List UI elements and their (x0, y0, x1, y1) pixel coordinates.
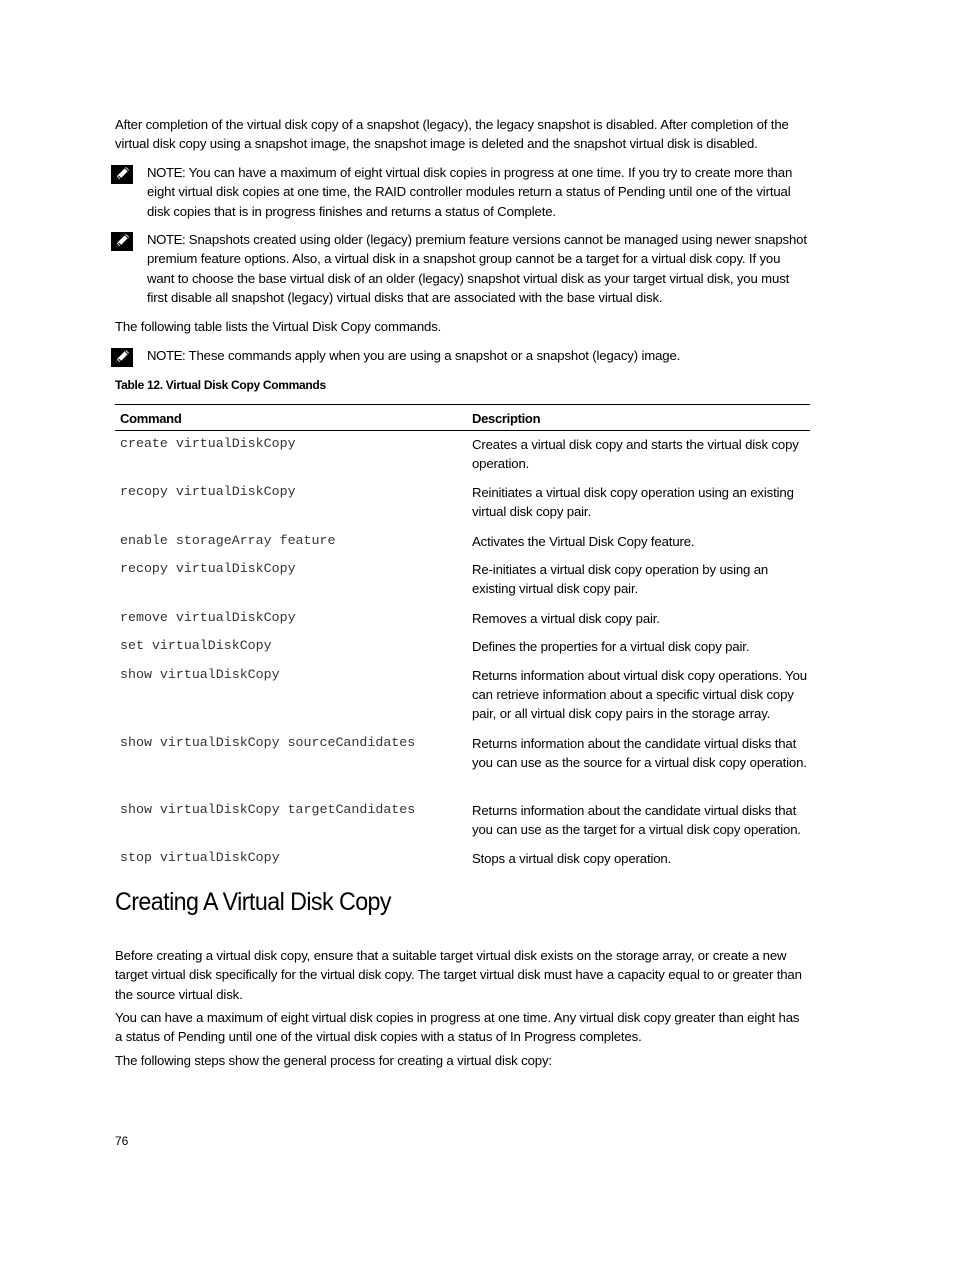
table-row (115, 479, 810, 528)
column-header-description: Description (467, 405, 810, 431)
note-commands-apply (115, 346, 810, 365)
note-label: NOTE: (147, 165, 186, 180)
command-cell: remove virtualDiskCopy (120, 609, 296, 625)
pencil-note-icon (111, 165, 135, 185)
table-row (115, 845, 810, 869)
pencil-note-icon (111, 348, 135, 368)
description-cell: Activates the Virtual Disk Copy feature. (472, 533, 695, 549)
column-header-command: Command (115, 405, 467, 431)
description-cell: Creates a virtual disk copy and starts the virtual disk copy operation. (472, 437, 799, 472)
note-label: NOTE: (147, 348, 186, 363)
pencil-note-icon (111, 232, 135, 252)
section-paragraph: The following steps show the general process for creating a virtual disk copy: (115, 1053, 552, 1068)
description-cell: Returns information about the candidate virtual disks that you can use as the source for a virtual disk copy operation. (472, 735, 807, 770)
description-cell: Defines the properties for a virtual disk copy pair. (472, 638, 750, 654)
command-cell: stop virtualDiskCopy (120, 849, 280, 865)
table-row (115, 528, 810, 556)
note-text: These commands apply when you are using a snapshot or a snapshot (legacy) image. (185, 348, 681, 363)
table-intro-paragraph: The following table lists the Virtual Disk Copy commands. (115, 319, 442, 334)
table-row (115, 431, 810, 479)
note-legacy-snapshots (115, 230, 810, 307)
description-cell: Returns information about the candidate virtual disks that you can use as the target for a virtual disk copy operation. (472, 802, 801, 837)
description-cell: Removes a virtual disk copy pair. (472, 610, 660, 626)
table-row (115, 556, 810, 605)
command-cell: show virtualDiskCopy sourceCandidates (120, 734, 416, 750)
table-caption: Table 12. Virtual Disk Copy Commands (115, 378, 326, 392)
command-cell: recopy virtualDiskCopy (120, 483, 296, 499)
command-cell: show virtualDiskCopy targetCandidates (120, 801, 416, 817)
page-number: 76 (115, 1134, 129, 1148)
section-heading: Creating A Virtual Disk Copy (115, 888, 392, 916)
table-header-row (115, 405, 810, 431)
description-cell: Stops a virtual disk copy operation. (472, 850, 672, 866)
description-cell: Reinitiates a virtual disk copy operation using an existing virtual disk copy pair. (472, 484, 794, 519)
table-row (115, 797, 810, 845)
table-row (115, 730, 810, 797)
commands-table (115, 404, 810, 869)
note-text: You can have a maximum of eight virtual disk copies in progress at one time. If you try to create more than eight virtual disk copies at one time, the RAID controller modules return a status of Pending until one of the virtual disk copies that is in progress finishes and returns a status of Complete. (147, 165, 793, 219)
command-cell: create virtualDiskCopy (120, 436, 296, 451)
note-text: Snapshots created using older (legacy) premium feature versions cannot be managed using newer snapshot premium feature options. Also, a virtual disk in a snapshot group cannot be a target for a virtual disk copy. If you want to choose the base virtual disk of an older (legacy) snapshot virtual disk as your target virtual disk, you must first disable all snapshot (legacy) virtual disks that are associated with the base virtual disk. (147, 232, 807, 305)
section-paragraph: You can have a maximum of eight virtual disk copies in progress at one time. Any virtual disk copy greater than eight has a status of Pending until one of the virtual disk copies with a status of In Progress completes. (115, 1010, 800, 1045)
intro-paragraph: After completion of the virtual disk copy of a snapshot (legacy), the legacy snapshot is disabled. After completion of the virtual disk copy using a snapshot image, the snapshot image is deleted and the snapshot virtual disk is disabled. (115, 117, 789, 152)
description-cell: Returns information about virtual disk copy operations. You can retrieve information about a specific virtual disk copy pair, or all virtual disk copy pairs in the storage array. (472, 667, 807, 722)
table-row (115, 605, 810, 633)
note-label: NOTE: (147, 232, 186, 247)
command-cell: enable storageArray feature (120, 532, 336, 548)
note-max-copies (115, 163, 810, 221)
table-row (115, 662, 810, 730)
command-cell: set virtualDiskCopy (120, 637, 272, 653)
table-row (115, 633, 810, 662)
description-cell: Re-initiates a virtual disk copy operation by using an existing virtual disk copy pair. (472, 561, 769, 596)
command-cell: recopy virtualDiskCopy (120, 560, 296, 576)
command-cell: show virtualDiskCopy (120, 666, 280, 682)
section-paragraph: Before creating a virtual disk copy, ensure that a suitable target virtual disk exists on the storage array, or create a new target virtual disk specifically for the virtual disk copy. The target virtual disk must have a capacity equal to or greater than the source virtual disk. (115, 948, 802, 1002)
